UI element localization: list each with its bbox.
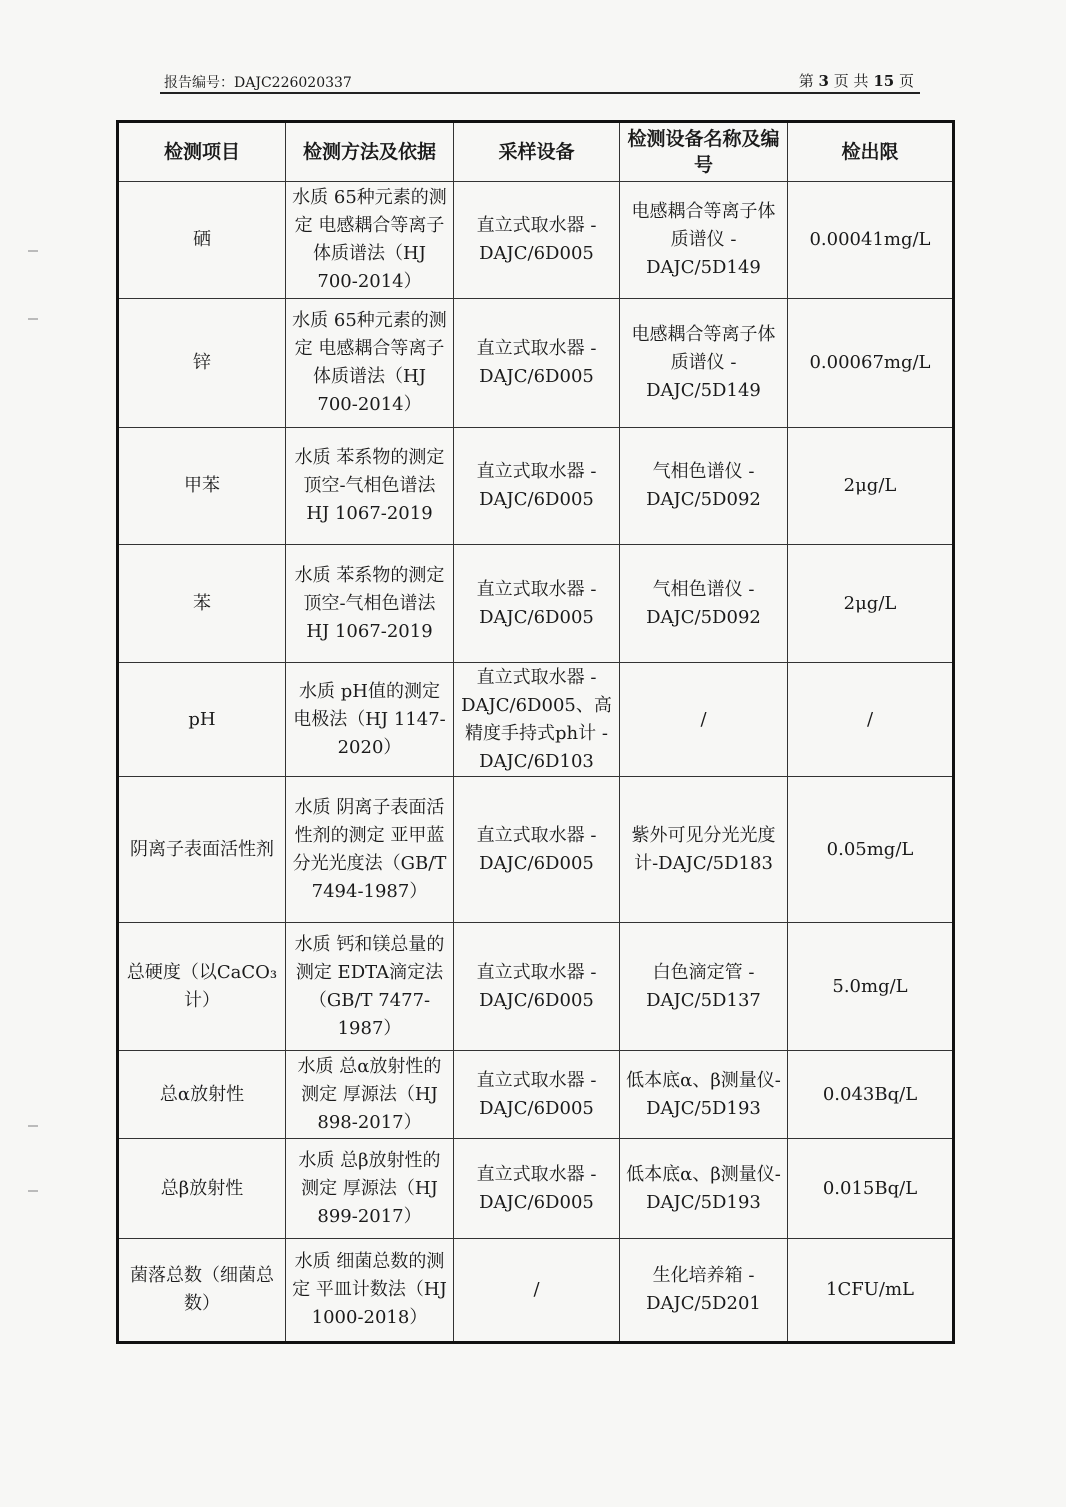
test-instrument: 紫外可见分光光度计-DAJC/5D183 [620,777,788,923]
test-method: 水质 65种元素的测定 电感耦合等离子体质谱法（HJ 700-2014） [286,182,454,299]
test-method: 水质 阴离子表面活性剂的测定 亚甲蓝分光光度法（GB/T 7494-1987） [286,777,454,923]
test-instrument: 生化培养箱 -DAJC/5D201 [620,1239,788,1343]
sampling-equipment: / [454,1239,620,1343]
table-header-row [118,122,954,182]
table-row [118,545,954,663]
detection-limit: 0.00041mg/L [788,182,954,299]
sampling-equipment: 直立式取水器 -DAJC/6D005 [454,299,620,428]
page-header [160,70,920,94]
test-method: 水质 苯系物的测定 顶空-气相色谱法 HJ 1067-2019 [286,428,454,545]
page-prefix: 第 [798,72,814,90]
detection-limit: / [788,663,954,777]
column-header: 检测设备名称及编号 [620,122,788,182]
table-row [118,663,954,777]
detection-limit: 0.05mg/L [788,777,954,923]
test-item: pH [118,663,286,777]
report-number: 报告编号：DAJC226020337 [164,75,352,91]
test-instrument: 气相色谱仪 -DAJC/5D092 [620,428,788,545]
test-method: 水质 65种元素的测定 电感耦合等离子体质谱法（HJ 700-2014） [286,299,454,428]
test-instrument: 低本底α、β测量仪-DAJC/5D193 [620,1051,788,1139]
detection-limit: 5.0mg/L [788,923,954,1051]
sampling-equipment: 直立式取水器 -DAJC/6D005 [454,1051,620,1139]
table-row [118,1051,954,1139]
test-item: 阴离子表面活性剂 [118,777,286,923]
test-instrument: / [620,663,788,777]
page-current: 3 [818,72,829,90]
sampling-equipment: 直立式取水器 -DAJC/6D005 [454,428,620,545]
binding-mark [28,1190,38,1192]
test-method: 水质 总β放射性的测定 厚源法（HJ 899-2017） [286,1139,454,1239]
column-header: 检出限 [788,122,954,182]
sampling-equipment: 直立式取水器 -DAJC/6D005 [454,777,620,923]
sampling-equipment: 直立式取水器 -DAJC/6D005、高精度手持式ph计 -DAJC/6D103 [454,663,620,777]
test-item: 苯 [118,545,286,663]
detection-limit: 0.015Bq/L [788,1139,954,1239]
detection-limit: 1CFU/mL [788,1239,954,1343]
page-suffix: 页 [898,72,914,90]
table-row [118,1239,954,1343]
test-instrument: 电感耦合等离子体质谱仪 -DAJC/5D149 [620,182,788,299]
page-total: 15 [873,72,895,90]
sampling-equipment: 直立式取水器 -DAJC/6D005 [454,545,620,663]
table-row [118,299,954,428]
column-header: 检测项目 [118,122,286,182]
sampling-equipment: 直立式取水器 -DAJC/6D005 [454,182,620,299]
test-method: 水质 总α放射性的测定 厚源法（HJ 898-2017） [286,1051,454,1139]
test-method: 水质 钙和镁总量的测定 EDTA滴定法（GB/T 7477-1987） [286,923,454,1051]
test-item: 锌 [118,299,286,428]
binding-mark [28,318,38,320]
table-row [118,1139,954,1239]
test-instrument: 白色滴定管 -DAJC/5D137 [620,923,788,1051]
test-method: 水质 苯系物的测定 顶空-气相色谱法 HJ 1067-2019 [286,545,454,663]
table-row [118,182,954,299]
binding-mark [28,1125,38,1127]
test-instrument: 低本底α、β测量仪-DAJC/5D193 [620,1139,788,1239]
binding-mark [28,250,38,252]
test-instrument: 电感耦合等离子体质谱仪 -DAJC/5D149 [620,299,788,428]
test-item: 总α放射性 [118,1051,286,1139]
detection-limit: 0.043Bq/L [788,1051,954,1139]
test-methods-table [116,120,955,1344]
sampling-equipment: 直立式取水器 -DAJC/6D005 [454,1139,620,1239]
test-instrument: 气相色谱仪 -DAJC/5D092 [620,545,788,663]
test-method: 水质 细菌总数的测定 平皿计数法（HJ 1000-2018） [286,1239,454,1343]
test-item: 菌落总数（细菌总数） [118,1239,286,1343]
page-mid: 页 共 [833,72,869,90]
detection-limit: 2μg/L [788,545,954,663]
table-row [118,777,954,923]
sampling-equipment: 直立式取水器 -DAJC/6D005 [454,923,620,1051]
detection-limit: 0.00067mg/L [788,299,954,428]
table-row [118,428,954,545]
test-method: 水质 pH值的测定 电极法（HJ 1147-2020） [286,663,454,777]
test-item: 总硬度（以CaCO₃计） [118,923,286,1051]
table-row [118,923,954,1051]
page-indicator [799,70,914,91]
test-item: 总β放射性 [118,1139,286,1239]
column-header: 检测方法及依据 [286,122,454,182]
test-item: 甲苯 [118,428,286,545]
column-header: 采样设备 [454,122,620,182]
detection-limit: 2μg/L [788,428,954,545]
test-item: 硒 [118,182,286,299]
